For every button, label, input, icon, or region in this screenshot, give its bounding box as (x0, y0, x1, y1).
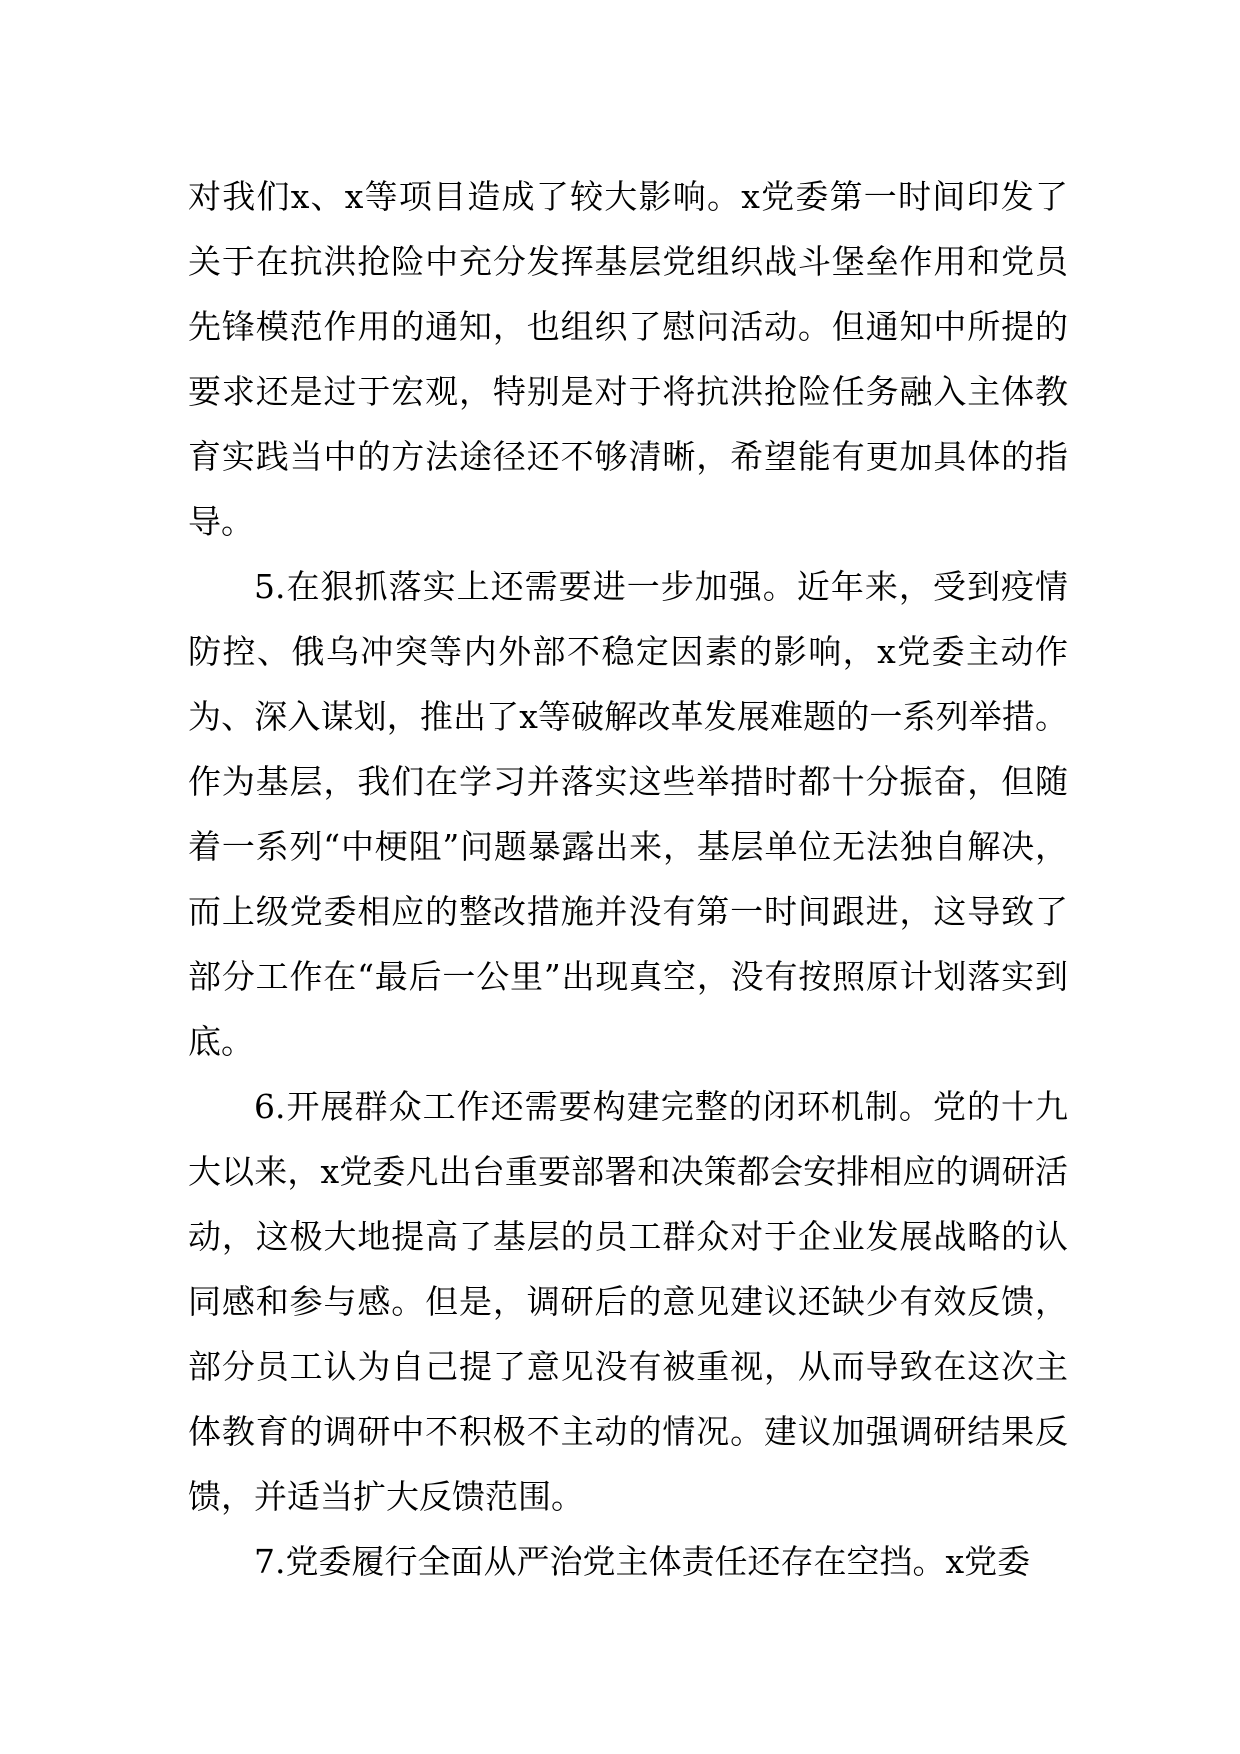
paragraph-item-5: 5.在狠抓落实上还需要进一步加强。近年来，受到疫情防控、俄乌冲突等内外部不稳定因素的影响，x党委主动作为、深入谋划，推出了x等破解改革发展难题的一系列举措。作为基层，我们在学习并落实这些举措时都十分振奋，但随着一系列“中梗阻”问题暴露出来，基层单位无法独自解决，而上级党委相应的整改措施并没有第一时间跟进，这导致了部分工作在“最后一公里”出现真空，没有按照原计划落实到底。 (188, 567, 1068, 1061)
document-body (188, 164, 1068, 1594)
paragraph-continuation: 对我们x、x等项目造成了较大影响。x党委第一时间印发了关于在抗洪抢险中充分发挥基层党组织战斗堡垒作用和党员先锋模范作用的通知，也组织了慰问活动。但通知中所提的要求还是过于宏观，特别是对于将抗洪抢险任务融入主体教育实践当中的方法途径还不够清晰，希望能有更加具体的指导。 (188, 177, 1068, 541)
paragraph-item-7: 7.党委履行全面从严治党主体责任还存在空挡。x党委 (254, 1542, 1031, 1581)
paragraph-item-6: 6.开展群众工作还需要构建完整的闭环机制。党的十九大以来，x党委凡出台重要部署和决策都会安排相应的调研活动，这极大地提高了基层的员工群众对于企业发展战略的认同感和参与感。但是，调研后的意见建议还缺少有效反馈，部分员工认为自己提了意见没有被重视，从而导致在这次主体教育的调研中不积极不主动的情况。建议加强调研结果反馈，并适当扩大反馈范围。 (188, 1087, 1068, 1516)
